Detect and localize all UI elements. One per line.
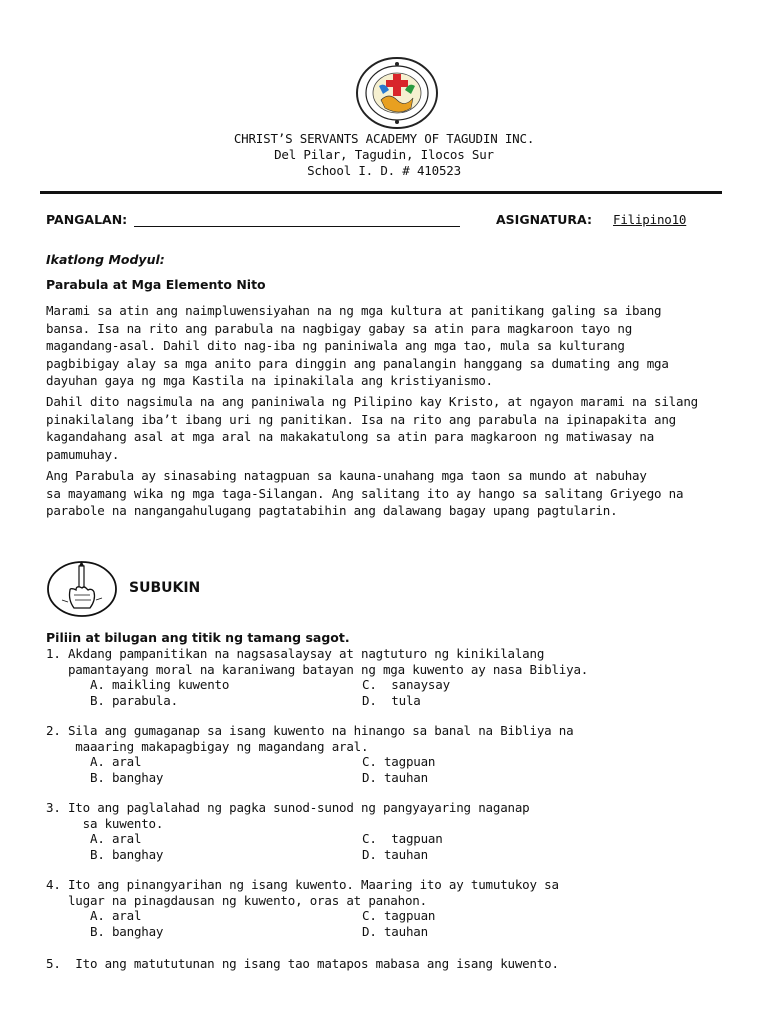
paragraph-line: Ang Parabula ay sinasabing natagpuan sa kauna-unahang mga taon sa mundo at nabuhay xyxy=(46,468,647,483)
paragraph-2 xyxy=(46,393,726,463)
option[interactable]: B. banghay xyxy=(90,847,164,862)
question-3 xyxy=(46,800,530,832)
option[interactable]: D. tauhan xyxy=(362,847,428,862)
paragraph-line: pinakilalang iba’t ibang uri ng panitikan. Isa na rito ang parabula na ipinapakita ang xyxy=(46,411,677,427)
module-title: Ikatlong Modyul: xyxy=(46,252,165,267)
question-1 xyxy=(46,646,588,678)
option[interactable]: C. tagpuan xyxy=(362,831,443,846)
subject-value: Filipino10 xyxy=(613,212,687,227)
paragraph-3 xyxy=(46,467,726,520)
paragraph-line: pagbibigay alay sa mga anito para dinggin ang panalangin hanggang sa dumating ang mga xyxy=(46,355,669,371)
question-line: 3. Ito ang paglalahad ng pagka sunod-sunod ng pangyayaring naganap xyxy=(46,800,530,815)
option[interactable]: D. tula xyxy=(362,693,421,708)
name-field[interactable] xyxy=(134,226,460,227)
subject-label: ASIGNATURA: xyxy=(496,212,592,227)
option[interactable]: D. tauhan xyxy=(362,770,428,785)
question-line: maaaring makapagbigay ng magandang aral. xyxy=(46,739,369,754)
question-line: pamantayang moral na karaniwang batayan ng mga kuwento ay nasa Bibliya. xyxy=(46,662,589,677)
option[interactable]: A. aral xyxy=(90,831,142,846)
paragraph-1 xyxy=(46,302,726,390)
school-name: CHRIST’S SERVANTS ACADEMY OF TAGUDIN INC. xyxy=(233,131,535,146)
hand-pencil-icon xyxy=(46,560,118,618)
paragraph-line: bansa. Isa na rito ang parabula na nagbigay gabay sa atin para magkaroon tayo ng xyxy=(46,320,633,336)
header-divider xyxy=(40,191,722,194)
question-line: 5. Ito ang matututunan ng isang tao matapos mabasa ang isang kuwento. xyxy=(46,956,559,971)
paragraph-line: Dahil dito nagsimula na ang paniniwala ng Pilipino kay Kristo, at ngayon marami na silang xyxy=(46,394,698,409)
paragraph-line: sa mayamang wika ng mga taga-Silangan. Ang salitang ito ay hango sa salitang Griyego na xyxy=(46,485,684,501)
paragraph-line: parabole na nangangahulugang pagtatabihin ang dalawang bagay upang pagtularin. xyxy=(46,503,618,518)
question-5 xyxy=(46,956,559,972)
option[interactable]: B. banghay xyxy=(90,770,164,785)
paragraph-line: kagandahang asal at mga aral na makakatulong sa atin para magkaroon ng matiwasay na xyxy=(46,429,655,444)
option[interactable]: B. banghay xyxy=(90,924,164,939)
school-logo xyxy=(355,56,439,130)
option[interactable]: B. parabula. xyxy=(90,693,178,708)
question-line: 1. Akdang pampanitikan na nagsasalaysay at nagtuturo ng kinikilalang xyxy=(46,646,545,661)
option[interactable]: C. sanaysay xyxy=(362,677,450,692)
option[interactable]: A. aral xyxy=(90,908,142,923)
paragraph-line: Marami sa atin ang naimpluwensiyahan na ng mga kultura at panitikang galing sa ibang xyxy=(46,303,662,318)
paragraph-line: dayuhan gaya ng mga Kastila na ipinakilala ang kristiyanismo. xyxy=(46,373,493,388)
question-line: 4. Ito ang pinangyarihan ng isang kuwento. Maaring ito ay tumutukoy sa xyxy=(46,877,559,892)
school-address: Del Pilar, Tagudin, Ilocos Sur xyxy=(274,147,494,162)
option[interactable]: C. tagpuan xyxy=(362,754,436,769)
question-4 xyxy=(46,877,559,909)
instruction: Piliin at bilugan ang titik ng tamang sagot. xyxy=(46,630,350,645)
question-line: sa kuwento. xyxy=(46,816,164,831)
paragraph-line: magandang-asal. Dahil dito nag-iba ng paniniwala ang mga tao, mula sa kulturang xyxy=(46,338,625,353)
question-2 xyxy=(46,723,573,755)
option[interactable]: A. aral xyxy=(90,754,142,769)
name-label: PANGALAN: xyxy=(46,212,128,227)
question-line: 2. Sila ang gumaganap sa isang kuwento na hinango sa banal na Bibliya na xyxy=(46,723,574,738)
section-title: SUBUKIN xyxy=(129,580,201,596)
option[interactable]: C. tagpuan xyxy=(362,908,436,923)
question-line: lugar na pinagdausan ng kuwento, oras at panahon. xyxy=(46,893,427,908)
paragraph-line: pamumuhay. xyxy=(46,446,120,462)
school-id: School I. D. # 410523 xyxy=(307,163,461,178)
module-topic: Parabula at Mga Elemento Nito xyxy=(46,277,266,292)
option[interactable]: A. maikling kuwento xyxy=(90,677,230,692)
option[interactable]: D. tauhan xyxy=(362,924,428,939)
